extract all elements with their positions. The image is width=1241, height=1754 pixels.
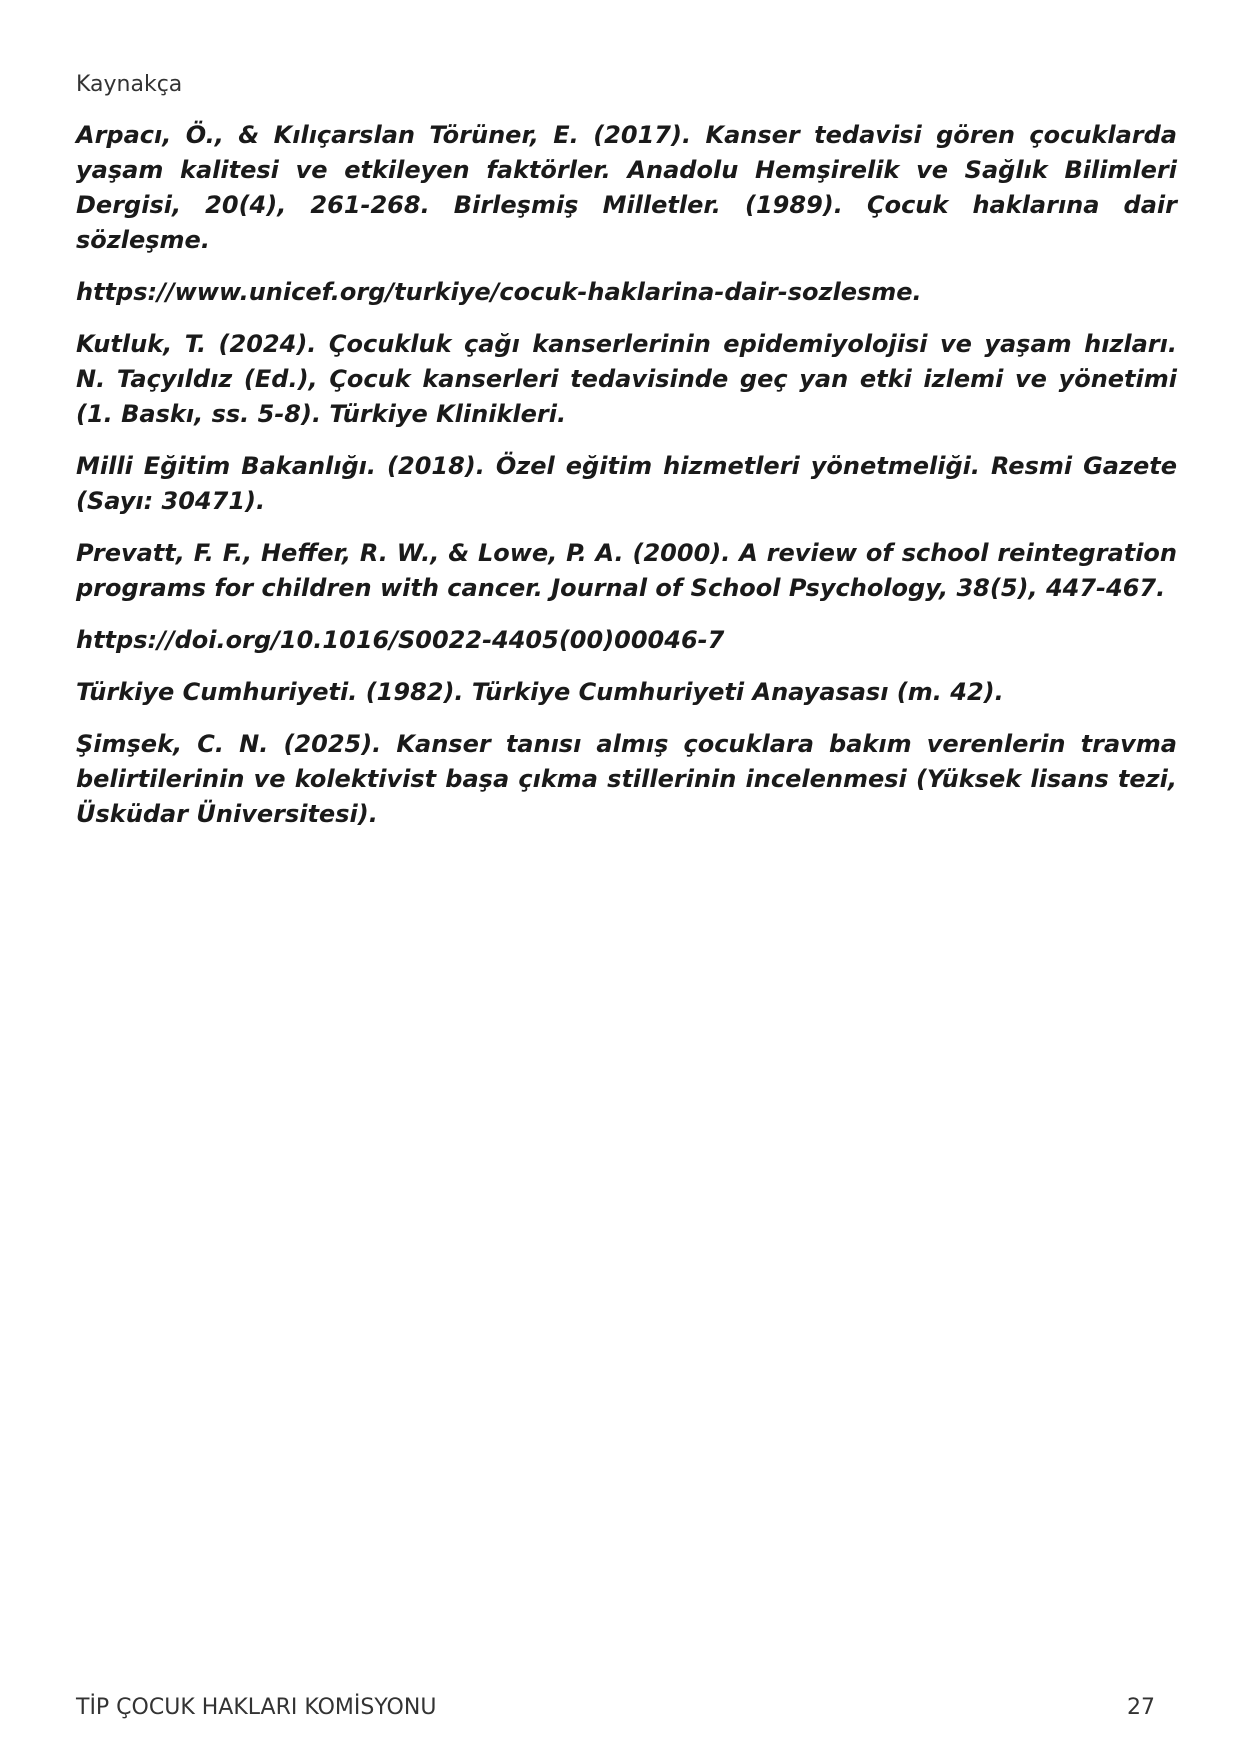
page-number: 27 [1127,1695,1155,1720]
reference-item: Milli Eğitim Bakanlığı. (2018). Özel eğitim hizmetleri yönetmeliği. Resmi Gazete (Sayı: 30471). [76,452,1177,515]
reference-item: Prevatt, F. F., Heffer, R. W., & Lowe, P. A. (2000). A review of school reintegration programs for children with cancer. Journal of School Psychology, 38(5), 447-467. [76,539,1177,602]
section-heading: Kaynakça [76,72,183,97]
reference-item: Arpacı, Ö., & Kılıçarslan Törüner, E. (2017). Kanser tedavisi gören çocuklarda yaşam kalitesi ve etkileyen faktörler. Anadolu Hemşirelik ve Sağlık Bilimleri Dergisi, 20(4), 261-268. Birleşmiş Milletler. (1989). Çocuk haklarına dair sözleşme. [76,121,1177,254]
reference-item: Şimşek, C. N. (2025). Kanser tanısı almış çocuklara bakım verenlerin travma belirtilerinin ve kolektivist başa çıkma stillerinin incelenmesi (Yüksek lisans tezi, Üsküdar Üniversitesi). [76,730,1177,828]
reference-link[interactable]: https://www.unicef.org/turkiye/cocuk-haklarina-dair-sozlesme. [76,278,922,306]
reference-list [76,118,1177,849]
reference-item: Türkiye Cumhuriyeti. (1982). Türkiye Cumhuriyeti Anayasası (m. 42). [76,678,1004,706]
reference-item: Kutluk, T. (2024). Çocukluk çağı kanserlerinin epidemiyolojisi ve yaşam hızları. N. Taçyıldız (Ed.), Çocuk kanserleri tedavisinde geç yan etki izlemi ve yönetimi (1. Baskı, ss. 5-8). Türkiye Klinikleri. [76,330,1177,428]
reference-link[interactable]: https://doi.org/10.1016/S0022-4405(00)00046-7 [76,626,725,654]
footer-title: TİP ÇOCUK HAKLARI KOMİSYONU [76,1695,437,1720]
